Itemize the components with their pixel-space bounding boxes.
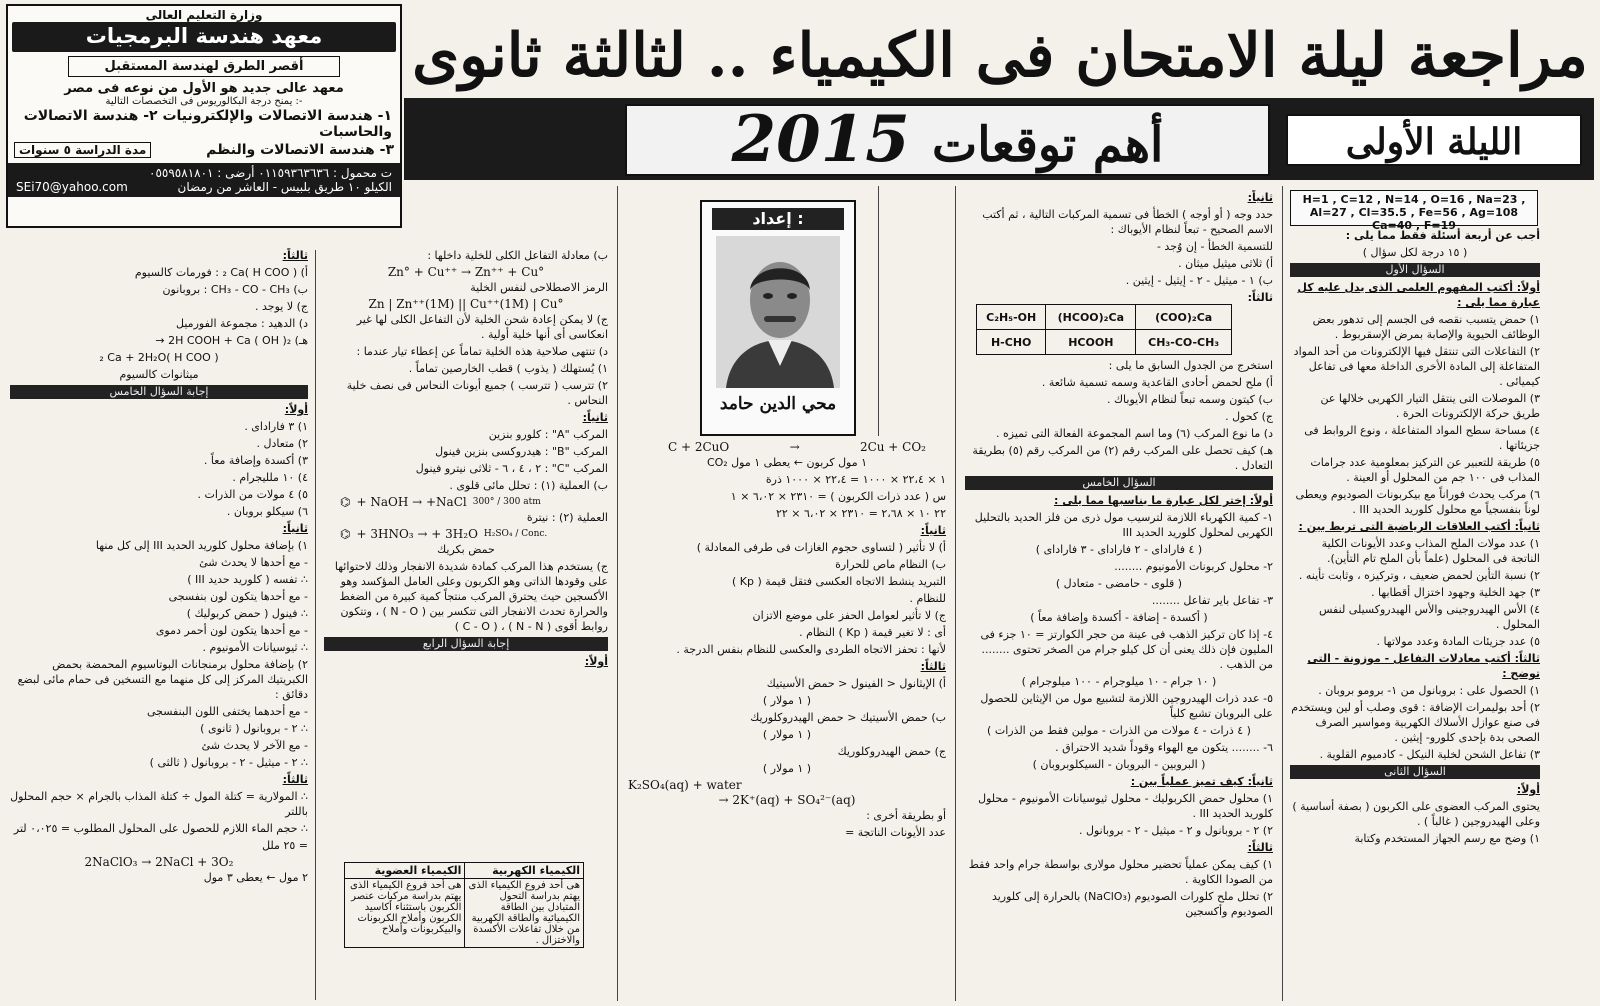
equation-text: + 3HNO₃ → + 3H₂O xyxy=(356,527,478,541)
ad-spec-2: ٣- هندسة الاتصالات والنظم xyxy=(206,142,394,158)
question-item: ٣- تفاعل باير تفاعل ........ xyxy=(1151,594,1273,607)
answer-item: العملية (٢) : نيترة xyxy=(526,511,608,524)
question-item: ب) ١ - ميثيل - ٢ - إيثيل - إيثين . xyxy=(1125,274,1273,287)
question-item: ٦- ........ يتكون مع الهواء وقوداً شديد الاحتراق . xyxy=(1055,741,1273,754)
calc-line: ٢٢ ١٠ × ٢،٦٨ = ٢٣١٠ × ٦،٠٢ × ٢٢ xyxy=(775,507,946,520)
ad-address-row xyxy=(16,180,392,194)
table-cell: HCOOH xyxy=(1046,330,1136,355)
question-item: ٥- عدد ذرات الهيدروجين اللازمة لتشبيع مول من الإيثاين للحصول على البروبان تشبع كلياً xyxy=(980,692,1273,720)
section-heading: السؤال الأول xyxy=(1290,263,1540,277)
answer-item: د) تنتهى صلاحية هذه الخلية تماماً عن إعطاء تيار عندما : xyxy=(356,345,608,358)
portrait-icon xyxy=(716,236,840,388)
night-label: الليلة الأولى xyxy=(1286,114,1582,166)
compounds-table xyxy=(976,304,1232,355)
answer-item: ج) حمض الهيدروكلوريك xyxy=(837,745,946,758)
benzene-ring-icon: ⌬ xyxy=(340,495,351,509)
answer-item: - مع أحدها يتكون لون أحمر دموى xyxy=(155,624,308,637)
subquestion-heading: ثالثاً: xyxy=(920,660,946,673)
prepared-by-label: إعداد : xyxy=(712,208,844,230)
expectations-text: أهم توقعات xyxy=(932,117,1164,173)
table-cell: CH₃-CO-CH₃ xyxy=(1136,330,1232,355)
answer-item: ٢) بإضافة محلول برمنجانات البوتاسيوم المحمضة بحمض الكبريتيك المركز إلى كل منهما مع التسخين فى حمام مائى لبضع دقائق : xyxy=(17,658,308,701)
answer-item: ٣) أكسدة وإضافة معاً . xyxy=(203,454,308,467)
question-item: ١) حمض يتسبب نقصه فى الجسم إلى تدهور بعض الوظائف الحيوية والإصابة بمرض الإسقربوط . xyxy=(1312,313,1540,341)
table-header: الكيمياء الكهربية xyxy=(465,863,584,879)
answer-item: ٢) تترسب ( تترسب ) جميع أيونات النحاس فى نصف خلية النحاس . xyxy=(346,379,608,407)
ad-institute-name: معهد هندسة البرمجيات xyxy=(12,22,396,52)
question-item: أ) ثلاثى ميثيل ميثان . xyxy=(1178,257,1273,270)
product-name: حمض بكريك xyxy=(437,543,495,556)
marks-note: ( ١٥ درجة لكل سؤال ) xyxy=(1362,246,1468,259)
author-name: محي الدين حامد xyxy=(719,394,837,414)
author-photo xyxy=(716,236,840,388)
answer-item: هـ) 2H COOH + Ca ( OH )₂ → xyxy=(155,334,308,347)
answer-item: ∴ ٢ - ميثيل - ٢ - بروبانول ( ثالثى ) xyxy=(149,756,308,769)
answer-item: عدد الأيونات الناتجة = xyxy=(845,826,946,839)
answer-item: ج) لا تأثير لعوامل الحفز على موضع الاتزان xyxy=(752,609,946,622)
ad-email[interactable]: SEi70@yahoo.com xyxy=(16,180,128,194)
table-cell: H-CHO xyxy=(977,330,1046,355)
answer-item: ٦) سيكلو بروبان . xyxy=(226,505,308,518)
answer-item: أى : لا تغير قيمة ( Kp ) النظام . xyxy=(799,626,946,639)
question-item: ١) الحصول على : بروبانول من ١- برومو بروبان . xyxy=(1318,684,1540,697)
choices: ( ١٠ جرام - ١٠ ميلوجرام - ١٠٠ ميلوجرام ) xyxy=(1021,675,1217,688)
question-item: للتسمية الخطأ - إن وُجد - xyxy=(1156,240,1273,253)
constants-line: H=1 , C=12 , N=14 , O=16 , Na=23 , xyxy=(1302,193,1526,206)
table-cell: C₂H₅-OH xyxy=(977,305,1046,330)
answer-item: ٢ مول ← يعطى ٣ مول xyxy=(203,871,308,884)
choices: ( قلوى - حامضى - متعادل ) xyxy=(1055,577,1183,590)
equation-naclo3: 2NaClO₃ → 2NaCl + 3O₂ xyxy=(84,855,234,869)
question-item: ٢) التفاعلات التى تنتقل فيها الإلكترونات من أحد المواد المتفاعلة إلى المادة الأخرى الداخلة معها فى تفاعل كيميائى . xyxy=(1293,345,1540,388)
table-cell: (HCOO)₂Ca xyxy=(1046,305,1136,330)
column-divider xyxy=(1282,186,1283,1001)
equation-naoh xyxy=(324,495,608,510)
answer-item: ب) CH₃ - CO - CH₃ : بروبانون xyxy=(162,283,308,296)
answer-item: ب) العملية (١) : تحلل مائى قلوى . xyxy=(449,479,608,492)
calc-line: س ( عدد ذرات الكربون ) = ٢٣١٠ × ٦،٠٢ × ١ xyxy=(730,490,946,503)
answer-item: ( ١ مولار ) xyxy=(762,762,812,775)
question-item: ٢) أحد بوليمرات الإضافة : قوى وصلب أو لين ويستخدم فى صنع عوازل الأسلاك الكهربية ومواسير الصرف الصحى بدة بإحدى كلورو- إيثين . xyxy=(1291,701,1540,744)
answer-item: ج) يستخدم هذا المركب كمادة شديدة الانفجار وذلك لاحتوائها على وقودها الذاتى وهو الكربون وعلى العامل المؤكسد وهو الأكسجين حيث يحترق المركب منتجاً كمية كبيرة من الضغط والحرارة تحدث الانفجار التى تتكسر بين ( N - O ) ، وتتكون روابط أقوى ( N - N ) ، ( C - O ) xyxy=(334,560,608,633)
question-item: ٤) الأس الهيدروجينى والأس الهيدروكسيلى لنفس المحلول . xyxy=(1319,603,1540,631)
question-item: ١- كمية الكهرباء اللازمة لترسيب مول ذرى من فلز الحديد بالتحليل الكهربى لمحلول كلوريد الحديد III xyxy=(974,511,1273,539)
answer-item: لأنها : تحفز الاتجاه الطردى والعكسى للنظام بنفس الدرجة . xyxy=(676,643,946,656)
subquestion-heading: ثالثاً: xyxy=(282,773,308,786)
question-item: ج) كحول . xyxy=(1225,410,1273,423)
choices: ( ٤ ذرات - ٤ مولات من الذرات - مولين فقط من الذرات ) xyxy=(987,724,1251,737)
answer-item: ( ١ مولار ) xyxy=(762,728,812,741)
equation-k2so4-products xyxy=(628,793,946,808)
equation-k2so4 xyxy=(628,778,946,793)
column-divider xyxy=(617,186,618,1001)
answer-item: ب) معادلة التفاعل الكلى للخلية داخلها : xyxy=(427,249,608,262)
answer-item: الرمز الاصطلاحى لنفس الخلية xyxy=(470,281,608,294)
answer-item: - مع أحدها لا يحدث شئ xyxy=(199,556,308,569)
answer-item: ج) لا يوجد . xyxy=(255,300,308,313)
answer-item: ١) ٣ فاراداى . xyxy=(244,420,308,433)
answer-item: ∴ تفسه ( كلوريد حديد III ) xyxy=(187,573,308,586)
subquestion-heading: ثالثاً: أكتب معادلات التفاعل - موزونة - التى توضح : xyxy=(1307,652,1540,680)
choices: ( ٤ فاراداى - ٢ فاراداى - ٣ فاراداى ) xyxy=(1035,543,1203,556)
question-item: أ) ملح لحمض أحادى القاعدية وسمه تسمية شائعة . xyxy=(1041,376,1273,389)
subquestion-heading: ثانياً: xyxy=(282,522,308,535)
answer-item: - مع أحدها يتكون لون بنفسجى xyxy=(168,590,308,603)
ad-duration: مدة الدراسة ٥ سنوات xyxy=(14,142,151,158)
compound-item: المركب "C" : ٢ ، ٤ ، ٦ - ثلاثى نيترو فينول xyxy=(415,462,608,475)
arrow-icon: → xyxy=(789,440,800,454)
answer-item: التبريد ينشط الاتجاه العكسى فتقل قيمة ( Kp ) xyxy=(731,575,946,588)
ad-spec-1: ١- هندسة الاتصالات والإلكترونيات ٢- هندسة الاتصالات والحاسبات xyxy=(23,108,392,140)
subquestion-heading: ثالثاً: xyxy=(1247,291,1273,302)
answer-item: أو بطريقة أخرى : xyxy=(866,809,946,822)
equation-left: K₂SO₄(aq) + water xyxy=(628,778,742,792)
answer-item: - مع الآخر لا يحدث شئ xyxy=(201,739,308,752)
ad-address: الكيلو ١٠ طريق بلبيس - العاشر من رمضان xyxy=(177,180,392,194)
subquestion-heading: أولاً: إختر لكل عبارة ما يناسبها مما يلى : xyxy=(1053,494,1273,507)
subquestion-heading: ثانياً: xyxy=(1247,191,1273,204)
section-heading: إجابة السؤال الخامس xyxy=(10,385,308,399)
column-1 xyxy=(1290,228,1540,1004)
question-item: ٣) الموصلات التى ينتقل التيار الكهربى خلالها عن طريق حركة الإلكترونات الحرة . xyxy=(1320,392,1540,420)
answer-item: أ) لا تأثير ( لتساوى حجوم الغازات فى طرفى المعادلة ) xyxy=(696,541,946,554)
condition-label: H₂SO₄ / Conc. xyxy=(483,529,548,539)
expectations-year: 2015 xyxy=(731,102,910,177)
answer-item: د) الدهيد : مجموعة الفورميل xyxy=(176,317,308,330)
question-item: ٣) تفاعل الشحن لخلية النيكل - كادميوم القلوية . xyxy=(1319,748,1540,761)
ad-headline: معهد عالى جديد هو الأول من نوعه فى مصر xyxy=(64,81,344,96)
question-item: استخرج من الجدول السابق ما يلى : xyxy=(1108,359,1273,372)
answer-item: ب) النظام ماص للحرارة xyxy=(835,558,946,571)
subquestion-heading: ثانياً: أكتب العلاقات الرياضية التى تربط بين : xyxy=(1298,520,1540,533)
arrow-icon: → xyxy=(718,793,733,807)
table-cell: هى أحد فروع الكيمياء الذى يهتم بدراسة التحول المتبادل بين الطاقة الكيميائية والطاقة الكهربية من خلال تفاعلات الأكسدة والاختزال . xyxy=(465,879,584,948)
atomic-masses-box xyxy=(1290,190,1538,232)
question-item: حدد وجه ( أو أوجه ) الخطأ فى تسمية المركبات التالية ، ثم أكتب الاسم الصحيح - تبعاً لنظام الأيوباك : xyxy=(982,208,1273,236)
column-divider xyxy=(955,186,956,1001)
answer-item: ∴ ٢ - بروبانول ( ثانوى ) xyxy=(200,722,308,735)
compound-item: المركب "B" : هيدروكسى بنزين فينول xyxy=(435,445,608,458)
subquestion-heading: أولاً: xyxy=(284,403,308,416)
table-cell: (COO)₂Ca xyxy=(1136,305,1232,330)
answer-item: ( H COO )₂ Ca + 2H₂O xyxy=(99,351,219,364)
compound-item: المركب "A" : كلورو بنزين xyxy=(488,428,608,441)
cell-notation: Zn | Zn⁺⁺(1M) || Cu⁺⁺(1M) | Cu° xyxy=(368,297,564,311)
equation-right: 2Cu + CO₂ xyxy=(859,440,926,454)
expectations-title xyxy=(625,104,1270,176)
ad-slogan: أقصر الطرق لهندسة المستقبل xyxy=(68,56,340,77)
section-heading: إجابة السؤال الرابع xyxy=(324,637,608,651)
subquestion-heading: أولاً: أكتب المفهوم العلمى الذى يدل عليه كل عبارة مما يلى : xyxy=(1297,281,1540,309)
subquestion-heading: ثانياً: xyxy=(920,524,946,537)
equation-left: C + 2CuO xyxy=(668,440,730,454)
equation-hno3 xyxy=(324,527,608,542)
calc-line: ١ × ٢٢،٤ × ١٠٠٠ = ٢٢،٤ × ١٠٠٠ ذرة xyxy=(765,473,946,486)
answer-item: أ) الإيثانول < الفينول < حمض الأسيتيك xyxy=(766,677,946,690)
choices: ( البروبين - البروبان - السيكلوبروبان ) xyxy=(1032,758,1206,771)
question-item: ٤- إذا كان تركيز الذهب فى عينة من حجر الكوارتز = ١٠ جزء فى المليون فإن ذلك يعنى أن كل كيلو جرام من الصخر تحتوى ........ من الذهب . xyxy=(980,628,1273,671)
column-5 xyxy=(10,248,308,1004)
answer-item: - مع أحدهما يختفى اللون البنفسجى xyxy=(146,705,308,718)
equation-carbon xyxy=(628,440,946,455)
question-item: ٥) طريقة للتعبير عن التركيز بمعلومية عدد جرامات المذاب فى ١٠٠ جم من المحلول أو العينة . xyxy=(1310,456,1540,484)
choices: ( أكسدة - إضافة - أكسدة وإضافة معاً ) xyxy=(1030,611,1208,624)
author-box xyxy=(700,200,856,436)
answer-item: ب) حمض الأسيتيك < حمض الهيدروكلوريك xyxy=(750,711,946,724)
question-item: د) ما نوع المركب (٦) وما اسم المجموعة الفعالة التى تميزه . xyxy=(996,427,1273,440)
answer-item: ج) لا يمكن إعادة شحن الخلية لأن التفاعل الكلى لها غير انعكاسى أى أنها خلية أولية . xyxy=(356,313,608,341)
answer-item: ١) يُستهلك ( يذوب ) قطب الخارصين تماماً . xyxy=(408,362,608,375)
subquestion-heading: ثالثاً: xyxy=(282,249,308,262)
question-item: ١) عدد مولات الملح المذاب وعدد الأيونات الكلية الناتجة فى المحلول (علماً بأن الملح تام التأين). xyxy=(1321,537,1540,565)
column-2 xyxy=(965,358,1273,1004)
subquestion-heading: ثانياً: xyxy=(582,411,608,424)
subquestion-heading: أولاً: xyxy=(1516,783,1540,796)
question-item: ٣) جهد الخلية وجهود اختزال أقطابها . xyxy=(1371,586,1540,599)
answer-item: ∴ ثيوسيانات الأمونيوم . xyxy=(202,641,308,654)
subquestion-heading: ثالثاً: xyxy=(1247,841,1273,854)
column-3 xyxy=(628,440,946,1004)
question-item: ٥) عدد جزيئات المادة وعدد مولاتها . xyxy=(1376,635,1540,648)
answer-item: ∴ حجم الماء اللازم للحصول على المحلول المطلوب = ٠،٠٢٥ لتر xyxy=(13,822,308,835)
question-item: ١) كيف يمكن عملياً تحضير محلول مولارى بواسطة جرام واحد فقط من الصودا الكاوية . xyxy=(968,858,1273,886)
subquestion-heading: أولاً: xyxy=(584,655,608,668)
answer-item: ٥) ٤ مولات من الذرات . xyxy=(197,488,308,501)
question-item: ٦) مركب يحدث فوراناً مع بيكربونات الصوديوم ويعطى لوناً بنفسجياً مع محلول كلوريد الحديد III . xyxy=(1295,488,1540,516)
column-divider xyxy=(315,250,316,1000)
table-cell: هى أحد فروع الكيمياء الذى يهتم بدراسة مركبات عنصر الكربون باستثناء أكاسيد الكربون وأملاح الكربونات والبيكربونات وأملاح xyxy=(345,879,465,948)
column-2-top xyxy=(965,190,1273,302)
comparison-table xyxy=(344,862,584,948)
advertisement-box xyxy=(6,4,402,228)
equation-right: 2K⁺(aq) + SO₄²⁻(aq) xyxy=(732,793,856,807)
ad-contacts xyxy=(8,163,400,197)
benzene-ring-icon: ⌬ xyxy=(340,527,351,541)
answer-item: للنظام . xyxy=(909,592,946,605)
answer-item: ∴ المولارية = كتلة المول ÷ كتلة المذاب بالجرام × حجم المحلول باللتر xyxy=(10,790,308,818)
ad-phones: ت محمول : ٠١١٥٩٣٦٣٦٣٦ أرضى : ٠٥٥٩٥٨١٨٠١ xyxy=(149,166,392,180)
section-heading: السؤال الخامس xyxy=(965,476,1273,490)
question-item: ٢) تحلل ملح كلورات الصوديوم (NaClO₃) بالحرارة إلى كلوريد الصوديوم وأكسجين xyxy=(991,890,1273,918)
question-item: ١) محلول حمض الكربوليك - محلول ثيوسيانات الأمونيوم - محلول كلوريد الحديد III . xyxy=(978,792,1273,820)
ad-spec-row xyxy=(8,141,400,159)
constants-line: Al=27 , Cl=35.5 , Fe=56 , Ag=108 xyxy=(1309,206,1519,219)
page-headline: مراجعة ليلة الامتحان فى الكيمياء .. لثالثة ثانوى xyxy=(412,21,1588,91)
question-item: ١) وضح مع رسم الجهاز المستخدم وكتابة xyxy=(1354,832,1540,845)
ad-ministry: وزارة التعليم العالى xyxy=(145,8,263,22)
section-heading: السؤال الثانى xyxy=(1290,765,1540,779)
answer-item: أ) ( H COO )₂ Ca : فورمات كالسيوم xyxy=(134,266,308,279)
constants-line: Ca=40 , F=19 xyxy=(1372,219,1456,232)
question-item: ب) كيتون وسمه تبعاً لنظام الأيوباك . xyxy=(1107,393,1273,406)
question-item: ٢) ٢ - بروبانول و ٢ - ميثيل - ٢ - بروبانول . xyxy=(1078,824,1273,837)
condition-label: 300° / 300 atm xyxy=(472,497,541,507)
answer-item: = ٢٥ ملل xyxy=(262,839,308,852)
question-item: يحتوى المركب العضوى على الكربون ( بصفة أساسية ) وعلى الهيدروجين ( غالباً ) . xyxy=(1292,800,1540,828)
question-item: ٤) مساحة سطح المواد المتفاعلة ، ونوع الروابط فى جزيئاتها . xyxy=(1304,424,1540,452)
instruction: أجب عن أربعة أسئلة فقط مما يلى : xyxy=(1345,229,1540,242)
subquestion-heading: ثانياً: كيف تميز عملياً بين : xyxy=(1130,775,1273,788)
equation-note: ١ مول كربون ← يعطى ١ مول CO₂ xyxy=(706,456,868,469)
question-item: هـ) كيف تحصل على المركب رقم (٢) من المركب رقم (٥) بطريقة التعادل . xyxy=(972,444,1273,472)
answer-item: ∴ فينول ( حمض كربوليك ) xyxy=(186,607,308,620)
column-4 xyxy=(324,248,608,860)
table-header: الكيمياء العضوية xyxy=(345,863,465,879)
question-item: ٢) نسبة التأين لحمض ضعيف ، وتركيزه ، وثابت تأينه . xyxy=(1298,569,1540,582)
equation-text: + NaOH → +NaCl xyxy=(356,495,467,509)
column-divider xyxy=(878,186,879,436)
answer-item: ٤) ١٠ ملليجرام . xyxy=(232,471,308,484)
question-item: ٢- محلول كربونات الأمونيوم ........ xyxy=(1114,560,1273,573)
answer-item: ( ١ مولار ) xyxy=(762,694,812,707)
ad-subline: يمنح درجة البكالوريوس فى التخصصات التالية :- xyxy=(105,96,303,107)
answer-item: ٢) متعادل . xyxy=(256,437,308,450)
answer-item: ميثانوات كالسيوم xyxy=(119,368,199,381)
cell-equation: Zn° + Cu⁺⁺ → Zn⁺⁺ + Cu° xyxy=(387,265,545,279)
answer-item: ١) بإضافة محلول كلوريد الحديد III إلى كل منها xyxy=(95,539,308,552)
